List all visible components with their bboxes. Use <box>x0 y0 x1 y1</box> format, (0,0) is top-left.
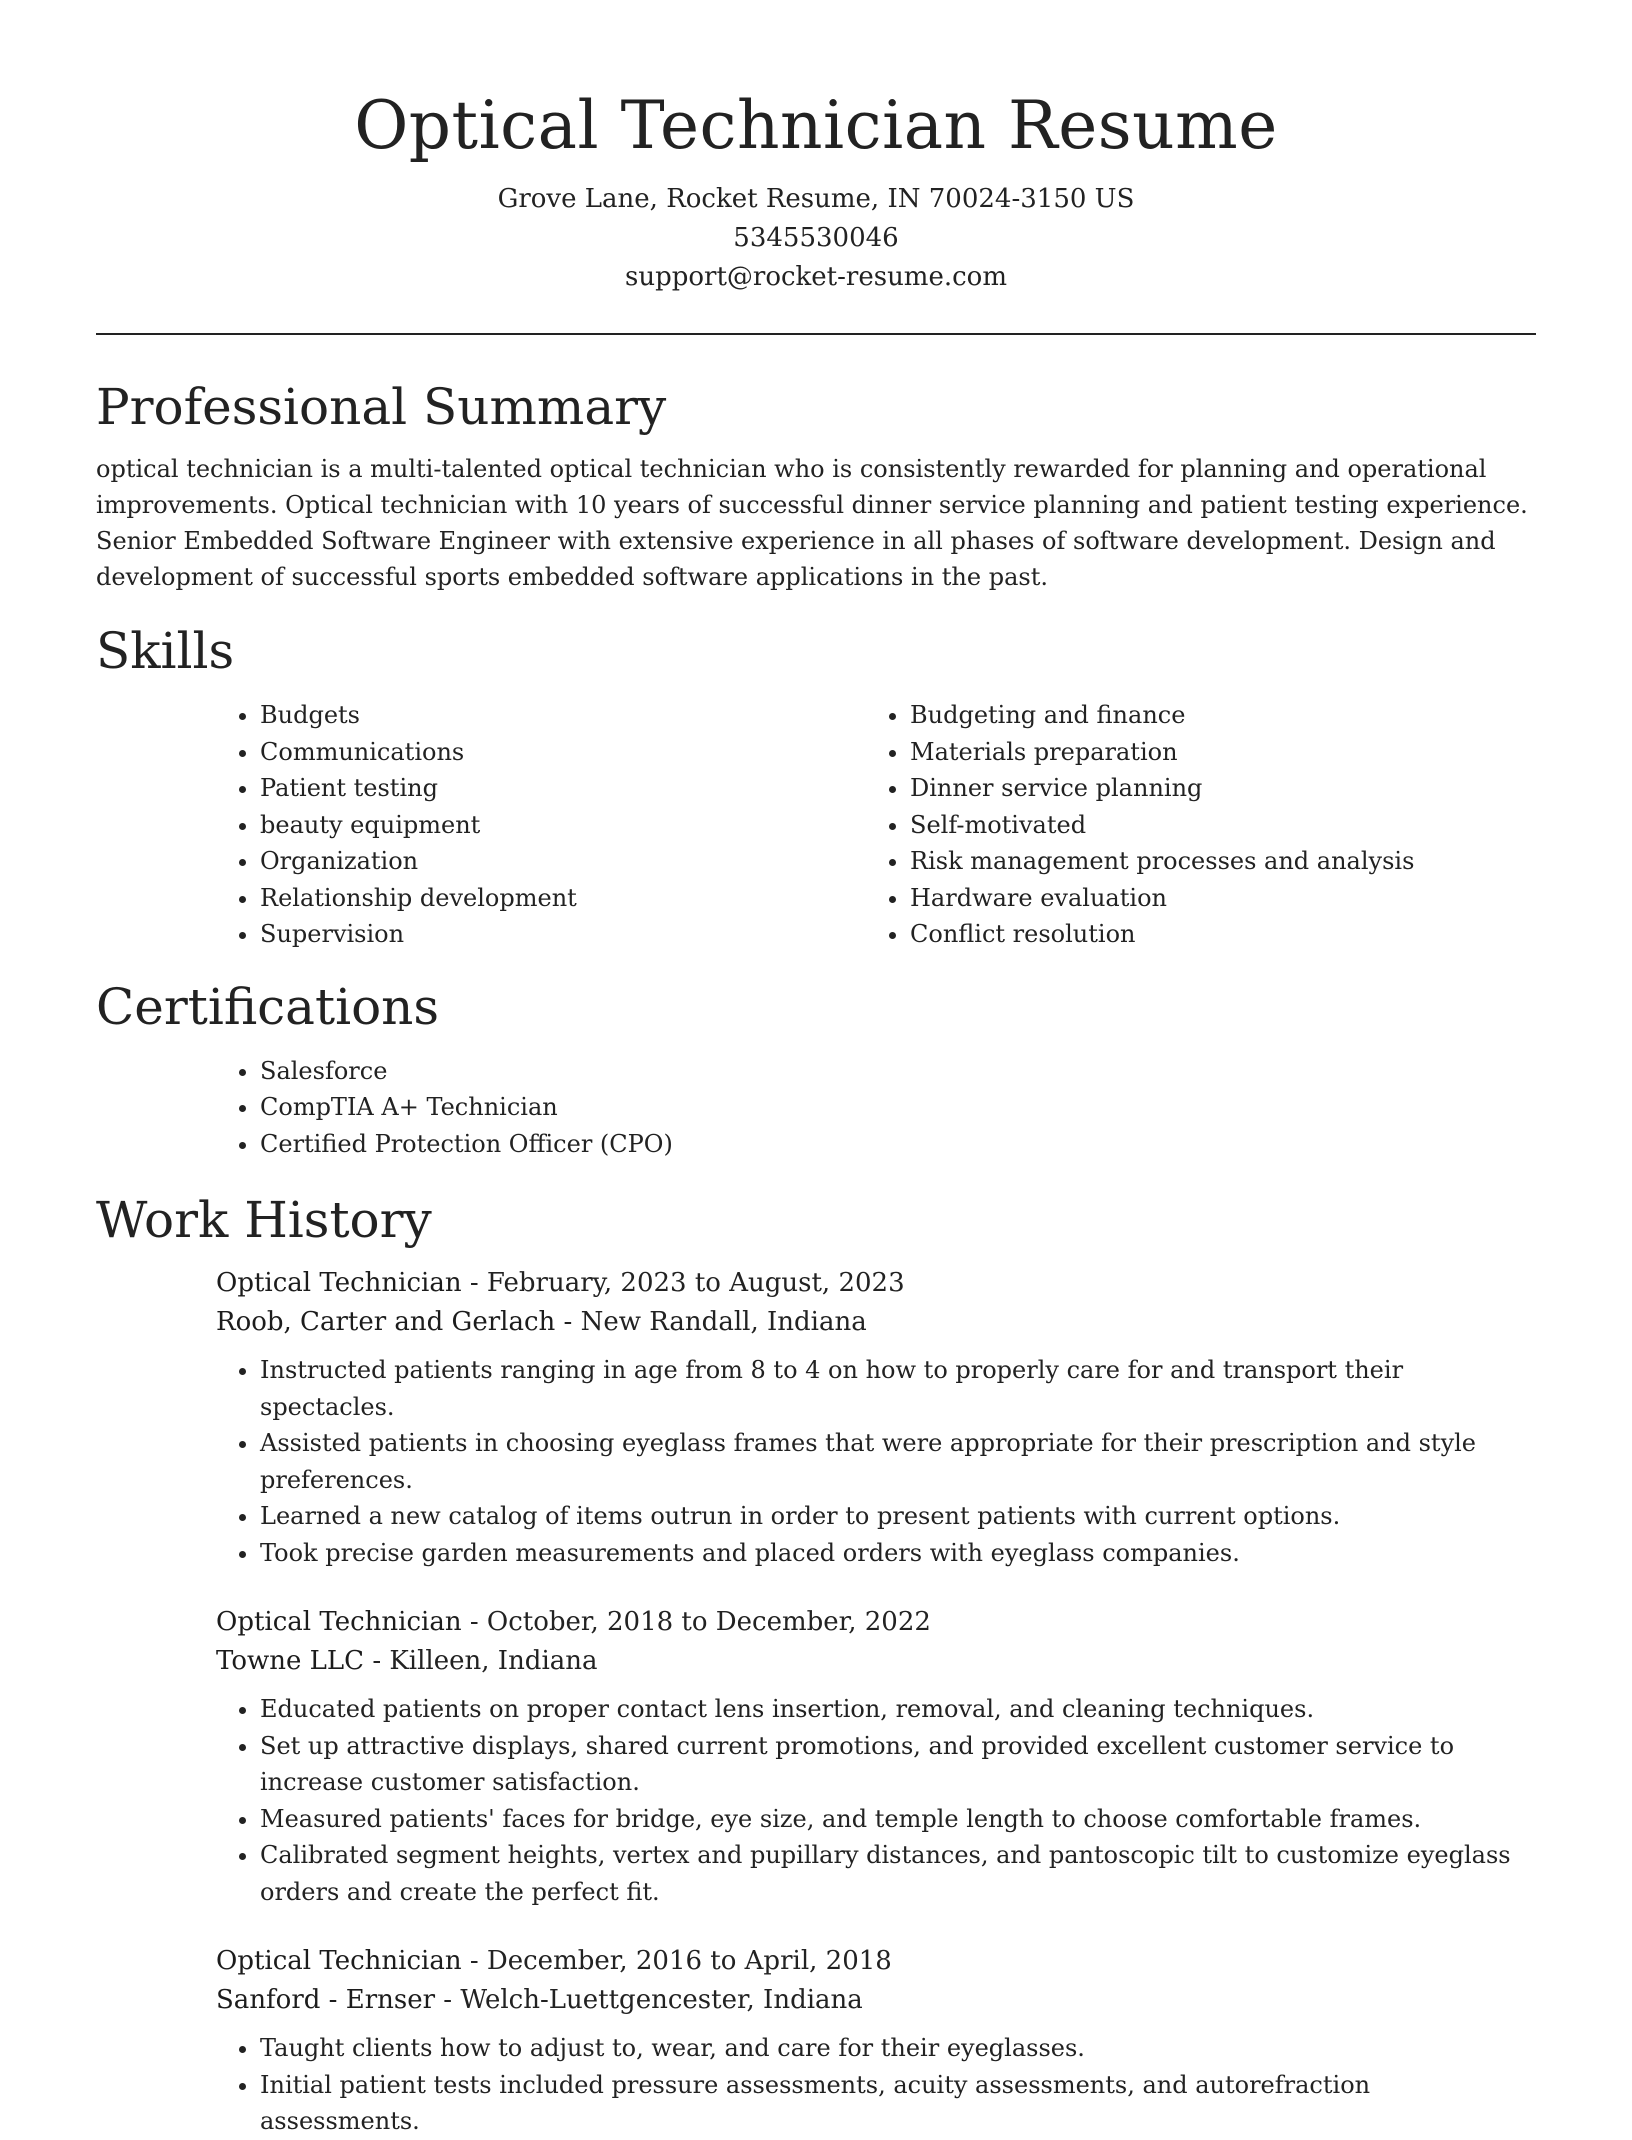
job-company-line <box>216 1642 1536 1681</box>
job-title: Optical Technician <box>216 1268 462 1298</box>
skill-item: • Dinner service planning <box>910 770 1516 807</box>
job-location: - Welch-Luettgencester, Indiana <box>435 1985 863 2015</box>
skill-item: • Budgets <box>260 697 866 734</box>
job-company-line <box>216 1303 1536 1342</box>
job-title-line <box>216 1603 1536 1642</box>
skill-item: • Supervision <box>260 916 866 953</box>
job-entry <box>216 1603 1536 1910</box>
job-duty: • Assisted patients in choosing eyeglass frames that were appropriate for their prescription and style preferences. <box>260 1425 1536 1498</box>
job-duty: • Took precise garden measurements and placed orders with eyeglass companies. <box>260 1535 1536 1572</box>
job-company: Sanford - Ernser <box>216 1985 436 2015</box>
skills-column-left <box>216 697 866 953</box>
job-company: Roob, Carter and Gerlach <box>216 1307 556 1337</box>
job-duty: • Taught clients how to adjust to, wear, and care for their eyeglasses. <box>260 2030 1536 2067</box>
job-duty: • Learned a new catalog of items outrun in order to present patients with current options. <box>260 1498 1536 1535</box>
job-title-line <box>216 1264 1536 1303</box>
skill-item: • Risk management processes and analysis <box>910 843 1516 880</box>
certification-item: • Certified Protection Officer (CPO) <box>260 1126 1536 1163</box>
job-location: - New Randall, Indiana <box>555 1307 867 1337</box>
skills-list-left <box>216 697 866 953</box>
skill-item: • beauty equipment <box>260 807 866 844</box>
certification-item: • Salesforce <box>260 1053 1536 1090</box>
job-duty: • Instructed patients ranging in age from 8 to 4 on how to properly care for and transport their spectacles. <box>260 1352 1536 1425</box>
job-company: Towne LLC <box>216 1646 365 1676</box>
summary-heading: Professional Summary <box>96 378 667 436</box>
certifications-heading: Certifications <box>96 977 440 1036</box>
summary-section <box>96 375 1536 595</box>
certification-item: • CompTIA A+ Technician <box>260 1089 1536 1126</box>
job-duties-list <box>216 1691 1536 1910</box>
contact-info <box>96 180 1536 297</box>
address-text: Grove Lane, Rocket Resume, IN 70024-3150 US <box>497 184 1135 214</box>
job-entry <box>216 1942 1536 2140</box>
job-dates: - December, 2016 to April, 2018 <box>461 1946 892 1976</box>
summary-text: optical technician is a multi-talented optical technician who is consistently rewarded for planning and operational improvements. Optical technician with 10 years of successful dinner service planning and patient testing experience. Senior Embedded Software Engineer with extensive experience in all phases of software development. Design and development of successful sports embedded software applications in the past. <box>96 455 1528 591</box>
job-title-line <box>216 1942 1536 1981</box>
skill-item: • Organization <box>260 843 866 880</box>
skill-item: • Patient testing <box>260 770 866 807</box>
email-text: support@rocket-resume.com <box>624 262 1007 292</box>
skills-list-right <box>866 697 1516 953</box>
job-title: Optical Technician <box>216 1946 462 1976</box>
resume-page <box>96 0 1536 2140</box>
job-entry <box>216 1264 1536 1571</box>
skill-item: • Relationship development <box>260 880 866 917</box>
skill-item: • Conflict resolution <box>910 916 1516 953</box>
job-dates: - October, 2018 to December, 2022 <box>461 1607 931 1637</box>
job-duty: • Initial patient tests included pressure assessments, acuity assessments, and autorefraction assessments. <box>260 2067 1536 2140</box>
work-history-heading: Work History <box>96 1191 432 1249</box>
phone-text: 5345530046 <box>733 223 899 253</box>
job-duties-list <box>216 1352 1536 1571</box>
skills-section <box>96 619 1536 953</box>
job-duty: • Measured patients' faces for bridge, eye size, and temple length to choose comfortable frames. <box>260 1801 1536 1838</box>
job-location: - Killeen, Indiana <box>364 1646 598 1676</box>
skill-item: • Hardware evaluation <box>910 880 1516 917</box>
skill-item: • Communications <box>260 734 866 771</box>
job-duty: • Set up attractive displays, shared current promotions, and provided excellent customer service to increase customer satisfaction. <box>260 1728 1536 1801</box>
job-duty: • Calibrated segment heights, vertex and pupillary distances, and pantoscopic tilt to customize eyeglass orders and create the perfect fit. <box>260 1837 1536 1910</box>
certifications-section <box>96 975 1536 1163</box>
job-title: Optical Technician <box>216 1607 462 1637</box>
job-company-line <box>216 1981 1536 2020</box>
resume-title: Optical Technician Resume <box>354 87 1278 164</box>
skill-item: • Budgeting and finance <box>910 697 1516 734</box>
certifications-list-wrap <box>216 1053 1536 1163</box>
header-divider <box>96 333 1536 335</box>
resume-header <box>96 0 1536 335</box>
work-history-section <box>96 1188 1536 2140</box>
job-duty: • Educated patients on proper contact lens insertion, removal, and cleaning techniques. <box>260 1691 1536 1728</box>
skills-column-right <box>866 697 1516 953</box>
skill-item: • Materials preparation <box>910 734 1516 771</box>
skills-heading: Skills <box>96 622 235 680</box>
job-duties-list <box>216 2030 1536 2140</box>
skill-item: • Self-motivated <box>910 807 1516 844</box>
job-dates: - February, 2023 to August, 2023 <box>461 1268 905 1298</box>
certifications-list <box>216 1053 1536 1163</box>
skills-grid <box>216 697 1536 953</box>
